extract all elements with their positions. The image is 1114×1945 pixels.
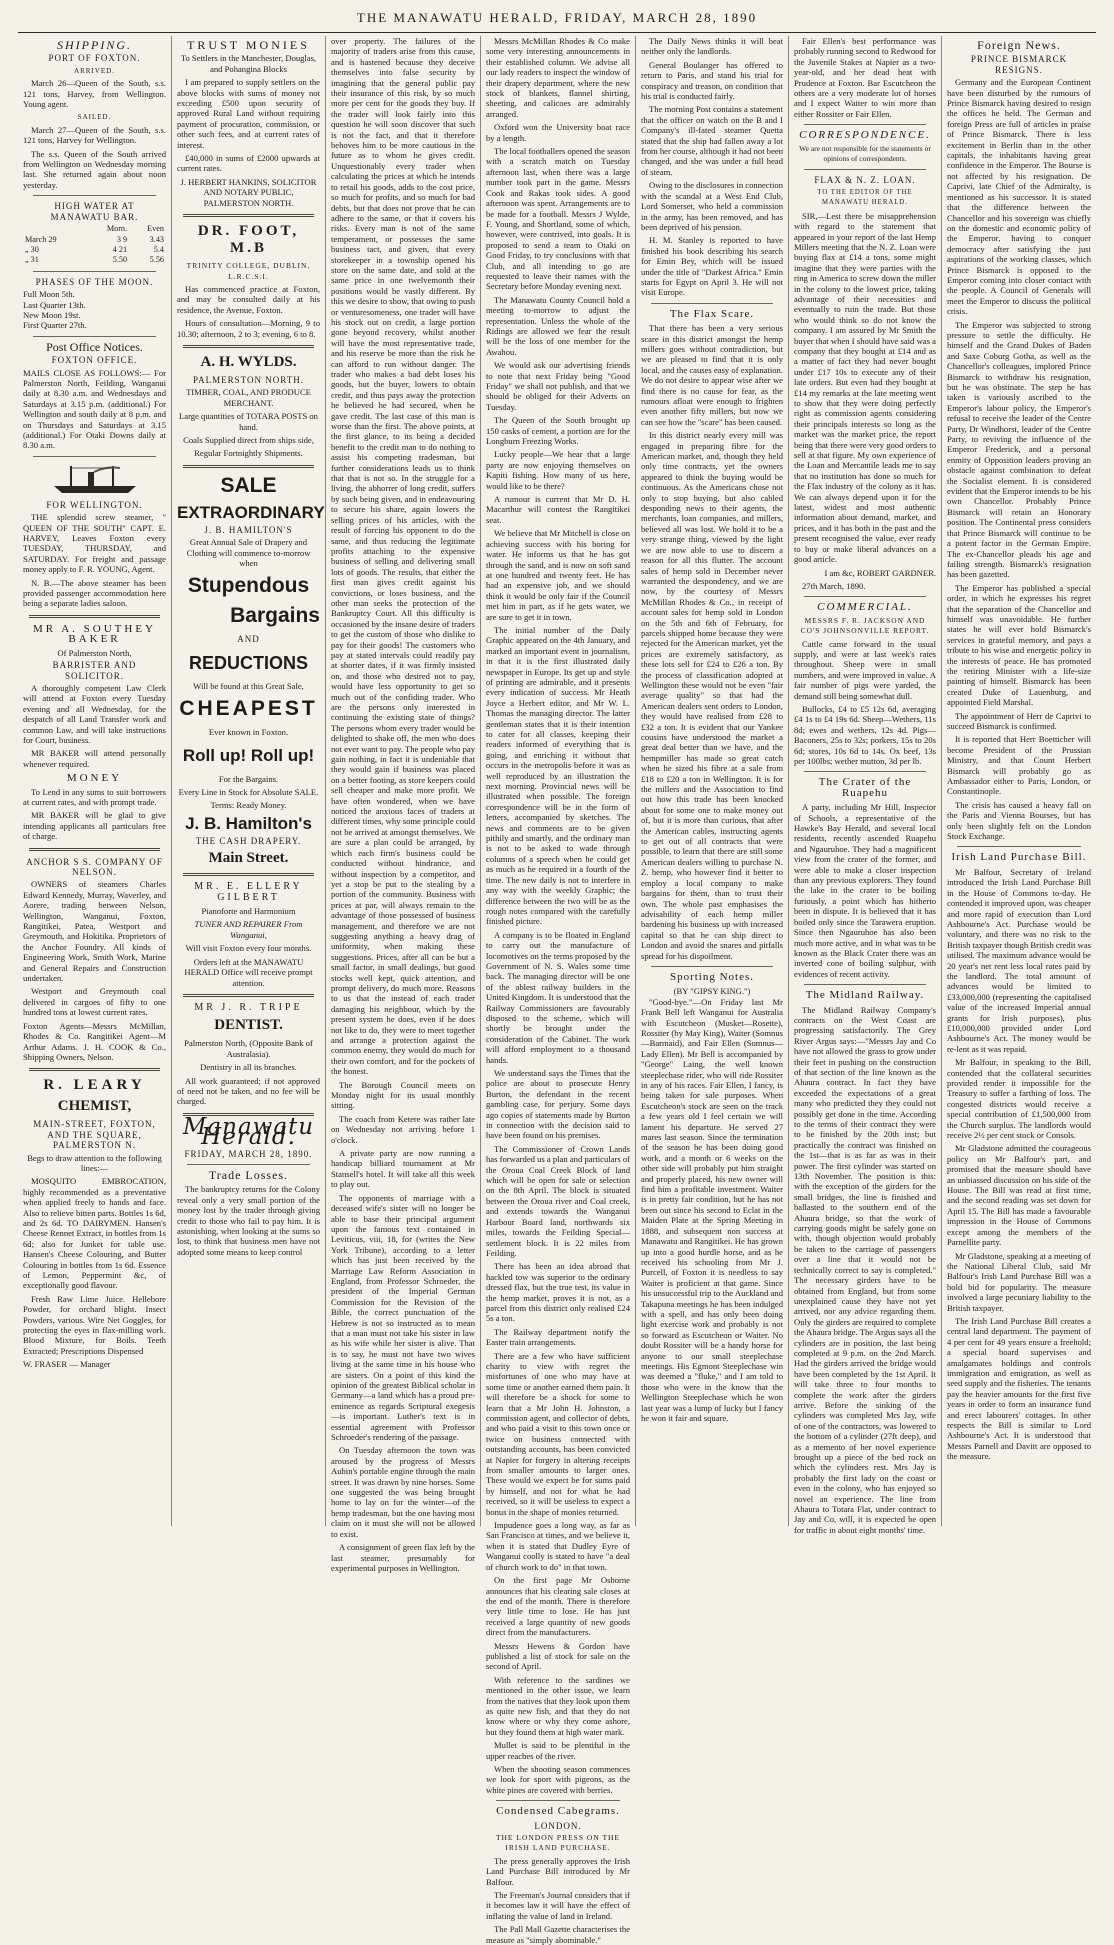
news-item: The Queen of the South brought up 150 casks of cement, a portion are for the Longburn Freezing Works.: [486, 415, 630, 447]
news-item: On Tuesday afternoon the town was aroused by the progress of Messrs Aubin's portable engine through the main street. It was drawn by nine horses. Some one suggested the was being brought home to lay on for the winter—of the hemp tradesman, but the one having most claim on it must she will not be allowed to exist.: [331, 1445, 475, 1539]
bismarck-heading: PRINCE BISMARCK RESIGNS.: [970, 54, 1068, 75]
money-heading: MONEY: [66, 772, 123, 785]
leary-address: MAIN-STREET, FOXTON, AND THE SQUARE, PALMERSTON N.: [33, 1119, 156, 1151]
gilbert-text: Will visit Foxton every four months.: [185, 943, 312, 954]
sale-text: Great Annual Sale of Drapery and Clothing will commence to-morrow when: [186, 537, 311, 568]
paper-date: FRIDAY, MARCH 28, 1890.: [184, 1148, 313, 1159]
sale-by: J. B. HAMILTON'S: [204, 524, 293, 535]
table-row: March 29 3 9 3.43: [25, 234, 164, 244]
baker-text-2: MR BAKER will attend personally whenever required.: [23, 748, 166, 769]
midland-text: The Midland Railway Company's contracts on the West Coast are progressing satisfactorily. The Grey River Argus says:—"Messrs Jay and Co have not allowed the grass to grow under their feet in pushing on the construction of that section of the line known as the Ahaura contract. In fact they have exceeded the expectations of a great many who predicted they they could not possibly get done in the time. According to the terms of their contract they were to be finished by the 20th inst; but practically the contract was finished on the 1st—that is as far as was in their power. The first cylinder was started on 13th November. The position is this: with the exception of the girders for the small bridges, the line is finished and ballasted to the southern end of the Ahaura bridge, so that the work of carrying goods might be safely gone on with, though objection would probably be taken to the carriage of passengers over a line that it would not be technically correct to say is completed." The necessary girders have to be obtained from England, but from some unexplained cause they have not yet arrived, nor any advice regarding them. Only the girders are required to complete the Ahaura bridge. The Argus says all the cylinders are in position, the last being completed at 9 p.m. on the 2nd March. Had the girders arrived the bridge would have been completed by the 1st April. It will take three to four months to complete the work after the girders arrive. Before the sinking of the cylinders was completed Mrs Jay, wife of one of the contractors, was lowered to the bottom of a cylinder (27ft deep), and as a memento of her novel experience brought up a piece of the bed rock on which the cylinders rest. Mrs Jay is probably the first lady on the coast or even in the colony, who has enjoyed so novel an experience. The line from Ahaura to Totara Flat, under contract to Jay and Co, will, it is expected be open for traffic in about eight months' time.: [794, 1004, 936, 1535]
flax-scare-text-2: In this district nearly every mill was engaged in preparing fibre for the American market, and, though they held only time contracts, yet the owners appeared to think the buying would be continuous. As the Americans chose not only to stop buying, but also cabled desponding news to their agents, the merchants, loan companies, and millers, believed all was lost. We hold it to be a very strange thing, viewed by the light we are now able to use to discern a reason for all this flutter. The account sales of hemp sold in December never warranted the despondency, and we are now, by the courtesy of Messrs McMillan Rhodes & Co., in receipt of account sales for hemp sold in London on the 5th and 6th of February, for parcels shipped home because they were rejected for the American market, yet the prices are extremely satisfactory, as these lots sell for £24 to £26 a ton. By the process of classification adopted at Wellington these would not be even "fair average quality" so that had the American dealers sent orders to London, they would have realised from £28 to £32 a ton. It is evident that our Yankee cousins have understood the market a great deal better than we have, and the hempmiller has made so great catch when he sized his fibre at a sale from £18 to £20 a ton in Wellington. It is for the millers and the Association to find out how this trade has been knocked about for some one to make money out of, but it is more than curious, that after the American cables, instructing agents to get out of all contracts that were possible, to learn that there are still some American dealers willing to purchase N. Z. hemp, who however find it better to employ a local company to make bargains for them, than to trust their own. The whole past emphasises the advisability of each hemp miller bardening his business up with increased capital so that he can ship direct to London and avoid the snares and pitfalls spread for his dispoilment.: [641, 430, 783, 961]
wylds-text: TIMBER, COAL, AND PRODUCE MERCHANT.: [186, 387, 311, 408]
news-item: The local footballers opened the season with a scratch match on Tuesday afternoon last, when there was a large number took part in the game. Messrs Cook and Rakas took sides. A good afternoon was spent. Arrangements are to be made for a football. Messrs J Wylde, F. Young, and Shortland, some of which, however, were contrived, into goals. It is proposed to send a team to Otaki on Good Friday, to try conclusions with that Club, and all intending to go are requested to leave their names with the Secretary before Monday evening next.: [486, 146, 630, 292]
news-item: General Boulanger has offered to return to Paris, and stand his trial for conspiracy and treason, on condition that his trial is conducted fairly.: [641, 59, 783, 102]
news-item: The coach from Ketere was rather late on Wednesday not arriving before 1 o'clock.: [331, 1113, 475, 1145]
news-item: Impudence goes a long way, as far as San Francisco at times, and we believe it, when it is stated that Dudley Eyre of Wanganui coolly is stated to have "a deal of church work to do" in that town.: [486, 1520, 630, 1572]
foot-heading: DR. FOOT, M.B: [197, 223, 300, 257]
moon-row: First Quarter 27th.: [23, 320, 87, 331]
trade-losses-heading: Trade Losses.: [208, 1167, 289, 1182]
leary-items-2: Fresh Raw Lime Juice. Hellebore Powder, for orchard blight. Insect Powders, various. Wire Net Goggles, for protecting the eyes in flax-milling work. Blood Mixture, for Boils. Teeth Extracted; Prescriptions Dispensed: [23, 1293, 166, 1356]
tide-heading: HIGH WATER AT MANAWATU BAR.: [50, 201, 139, 222]
post-office-sub: FOXTON OFFICE.: [51, 355, 138, 366]
news-item: There are a few who have sufficient charity to view with regret the misfortunes of one who may have at some time or another earned them pain. It will therefore be a shock for some to learn that a Mr John H. Johnston, a commission agent, and collector of debts, and who paid a visit to this town once or twice on business connected with outstanding accounts, has been convicted at Napier for forgery in altering receipts from smaller amounts to larger ones. These would we expect be for sums paid by himself, and not for what he had received, so it will be useless to expect a bonus in the shape of monies returned.: [486, 1350, 630, 1517]
flax-loan-to: TO THE EDITOR OF THE MANAWATU HERALD.: [817, 188, 913, 207]
anchor-text: OWNERS of steamers Charles Edward Kennedy, Murray, Waverley, and Aorere, trading between Nelson, Wellington, Wanganui, Foxton, Rangitikei, Patea, Westport and Greymouth, and Hokitika. Proprietors of the Anchor Foundry. All kinds of Engineering Work, Smith Work, Marine and General Repairs and Construction undertaken.: [23, 879, 166, 984]
news-item: A consignment of green flax left by the last steamer, presumably for experimental purposes in Wellington.: [331, 1542, 475, 1573]
wylds-text-3: Coals Supplied direct from ships side,: [183, 434, 314, 445]
cablegram-item: The Pall Mall Gazette characterises the measure as "simply abominable.": [486, 1924, 630, 1945]
column-2: [172, 36, 326, 1526]
sale-reductions: REDUCTIONS: [188, 652, 308, 673]
bismarck-text-3: The Emperor has published a special order, in which he expresses his regret that the separation of the Chancellor and himself was unavoidable. He further states he will ever hold Bismarck's services in grateful memory, and pays a tribute to his wise and energetic policy in the interests of peace. He has promoted the retiring Minister with a life-size painting of himself. Bismarck has been created Duke of Lauenburg, and appointed Field Marshal.: [947, 582, 1091, 708]
money-text-2: MR BAKER will be glad to give intending applicants all particulars free of charge.: [23, 810, 166, 842]
sale-found: Will be found at this Great Sale,: [193, 680, 304, 691]
sale-stupendous: Stupendous: [187, 574, 310, 598]
sale-every: Every Line in Stock for Absolute SALE.: [178, 787, 319, 798]
gilbert-text-2: Orders left at the MANAWATU HERALD Office will receive prompt attention.: [184, 956, 313, 988]
tripe-address: Palmerston North, (Opposite Bank of Australasia).: [184, 1038, 313, 1059]
leary-text: Begs to draw attention to the following lines:—: [27, 1152, 162, 1173]
midland-heading: The Midland Railway.: [805, 989, 925, 1002]
sailed-label: SAILED.: [77, 113, 112, 122]
news-item: Owing to the disclosures in connection with the scandal at a West End Club, Lord Somerset, who held a commission in the army, has been removed, and has been deprived of his pension.: [641, 180, 783, 232]
crater-text: A party, including Mr Hill, Inspector of Schools, a representative of the Hawke's Bay Herald, and several local residents, recently ascended Ruapehu and Ngauruhoe. They had a magnificent view from the crater of the former, and were able to make a closer inspection than any previous explorers. They found the lake in the crater to be boiling furiously, a point which has hitherto been in dispute. It is believed that it has boiled only since the Tarawera eruption. Since then Ngauruhoe has also been much more active, and in what was to be known as the Black Crater there was an inverted cone of boiling sulphur, with evidences of recent activity.: [794, 802, 936, 979]
tripe-heading: MR J. R. TRIPE: [194, 1001, 303, 1013]
flax-loan-date: 27th March, 1890.: [802, 580, 866, 591]
flax-loan-text: SIR,—Lest there be misapprehension with regard to the statement that appeared in your report of the last Hemp Millers meeting that the N. Z. Loan were buying flax at £14 a tons, some might imagine that they were parties with the ring in America to screw down the miller in the colony to the lowest price, taking advantage of their necessities and eventually to ruin the trade. But those who would think so do not know the company. I am assured by Mr Smith the buyer that when I should have said was a company that they bought at £14 and as a matter of fact they had never bought under £17 10s to execute any of their late orders. But even had they bought at £14 my remarks at the late meeting went to show that they were doing perfectly right as commission agents considering their principals interests so long as the market was the market price, the report being that there were very good orders to sell at that figure. My own experience of the Loan and Mercantile leads me to say that no institution has done so much for the Flax industry of the colony as it has. We can always depend upon it for the latest, widest and most authentic information about demand, market, and prices, and it has both in the past and the present recognised the value, ever ready to buy or make liberal advances on a good article.: [794, 210, 936, 565]
sporting-heading: Sporting Notes.: [669, 970, 755, 983]
flax-scare-text: That there has been a very serious scare in this district amongst the hemp millers goes without contradiction, but we are pleased to find that it is only local, and the causes easy of explanation. We do not desire to appear wise after we find there is no cause for fear, as the rumours afloat were enough to frighten even another fifty millers, but now we can see how the "scare" has been caused.: [641, 323, 783, 427]
port-heading: PORT OF FOXTON.: [48, 53, 141, 64]
news-item: The Borough Council meets on Monday night for its usual monthly sitting.: [331, 1079, 475, 1111]
sale-sign: J. B. Hamilton's: [185, 813, 312, 833]
baker-sub: Of Palmerston North,: [57, 647, 132, 658]
wellington-text: THE splendid screw steamer, " QUEEN OF THE SOUTH" CAPT. E. HARVEY, Leaves Foxton every TUESDAY, THURSDAY, and SATURDAY. For freight and passage money apply to F. R. YOUNG, Agent.: [23, 512, 166, 575]
column-6: [789, 36, 942, 1535]
commercial-text: Cattle came forward in the usual supply, and were at last week's rates throughout. Sheep were in small numbers, and were improved in value. A fair number of pigs were yarded, the demand still being somewhat dull.: [794, 638, 936, 701]
news-item: The Manawatu County Council hold a meeting to-morrow to adjust the representation. Unless the whole of the Ridings are allowed we fear the result will be the loss of one member for the Awahou.: [486, 294, 630, 357]
column-5: [636, 36, 789, 1526]
gilbert-sub: Pianoforte and Harmonium: [201, 906, 296, 917]
sale-heading: SALE: [220, 473, 277, 497]
trust-text-2: £40,000 in sums of £2000 upwards at current rates.: [177, 153, 320, 174]
wellington-note: N. B.—The above steamer has been provided passenger accommodation here being a separate ladies saloon.: [23, 577, 166, 609]
news-item: The Commissioner of Crown Lands has forwarded us a plan and particulars of the Oroua Coal Creek Block of land which will be open for sale or selection on the 8th April. The block is situated between the Oroua river and Coal creek, and extends towards the Wanganui Harbour Board land, northwards six miles, towards the Feilding Special—settlement block. It is 22 miles from Feilding.: [486, 1143, 630, 1258]
sailed-text: March 27—Queen of the South, s.s. 121 tons, Harvey for Wellington.: [23, 124, 166, 146]
flax-loan-heading: FLAX & N. Z. LOAN.: [814, 175, 916, 186]
news-item: Messrs Hewens & Gordon have published a list of stock for sale on the second of April.: [486, 1640, 630, 1672]
sporting-text-cont: Fair Ellen's best performance was probably running second to Redwood for the Juvenile Stakes at Napier as a two-year-old, and her dead heat with Prudence at Foxton. Bar Escutcheon the others are a very moderate lot of horses and I expect Waiter to win more than either Rossiter or Fair Ellen.: [794, 36, 936, 119]
cablegrams-sub: LONDON.: [534, 1820, 582, 1831]
cablegram-item: The press generally approves the Irish Land Purchase Bill introduced by Mr Balfour.: [486, 1855, 630, 1887]
crater-heading: The Crater of the Ruapehu: [818, 776, 912, 799]
paper-title: Manawatu Herald.: [182, 1113, 315, 1151]
arrived-label: ARRIVED.: [74, 66, 115, 75]
bismarck-text-4: The appointment of Herr de Caprivi to succeed Bismarck is confirmed.: [947, 710, 1091, 731]
moon-row: Full Moon 5th.: [23, 289, 75, 300]
irish-land-heading: Irish Land Purchase Bill.: [951, 851, 1087, 864]
foreign-news-heading: Foreign News.: [977, 38, 1061, 52]
sale-for: For the Bargains.: [218, 773, 279, 784]
bismarck-text-5: It is reported that Herr Boetticher will become President of the Prussian Ministry, and that Count Herbert Bismarck will probably go as Ambassador either to Paris, London, or Constantinople.: [947, 734, 1091, 797]
leary-sign: W. FRASER — Manager: [23, 1359, 111, 1370]
trust-heading: TRUST MONIES: [187, 38, 310, 52]
tripe-role: DENTIST.: [214, 1017, 283, 1034]
moon-row: Last Quarter 13th.: [23, 299, 86, 310]
news-item: A private party are now running a handicap billiard tournament at Mr Stansell's hotel. It will take all this week to play out.: [331, 1148, 475, 1190]
flax-scare-heading: The Flax Scare.: [669, 307, 755, 320]
baker-text: A thoroughly competent Law Clerk will attend at Foxton every Tuesday evening and all Wednesday, for the despatch of all Land Transfer work and common Law, and will take instructions for Court, business.: [23, 682, 166, 745]
anchor-heading: ANCHOR S S. COMPANY OF NELSON.: [26, 856, 163, 877]
gilbert-role: TUNER AND REPAIRER From Wanganui,: [194, 919, 303, 940]
news-item: H. M. Stanley is reported to have finished his book describing his search for Emin Bey, which will be issued under the title of "Darkest Africa." Emin starts for Egypt on April 3. He will not visit Europe.: [641, 235, 783, 298]
tripe-text-2: All work guaranteed; if not approved of need not be taken, and no fee will be charged.: [177, 1075, 320, 1107]
news-item: The morning Post contains a statement that the officer on watch on the B and I Company's ill-fated steamer Quetta stated that the ship had fallen away a lot from her course, although it had not been changed, and she was under a full head of steam.: [641, 104, 783, 177]
news-item: We understand says the Times that the police are about to prosecute Henry Burton, the defendant in the recent gambling case, for perjury. Some days ago copies of statements made by Burton in connection with the decision said to have been found on his premises.: [486, 1068, 630, 1141]
news-item: A rumour is current that Mr D. H. Macarthur will contest the Rangitikei seat.: [486, 494, 630, 525]
wylds-heading: A. H. WYLDS.: [200, 353, 297, 370]
news-item: The opponents of marriage with a deceased wife's sister will no longer be able to base their principal argument upon the famous text contained in Leviticus, viii, 18, for (writes the New York Tribune), according to a letter which has just been received by the Marriage Law Reform Association in England, from Professor Schroeder, the president of the Imperial German Commission for the Revision of the Bible, the correct punctuation of the Hebrew is not so instructed as to mean that a man must not take his sister in law as his wife while her sister is alive. That is to say, he must not have two wives living at the same time in his house who are sisters. On a point of this kind the opinion of the greatest Biblical scholar in Germany—a land which has a proud pre-eminence as regards Scriptural exegesis—is important. Luther's text is in essential agreement with Professor Schroeder's rendering of the passage.: [331, 1192, 475, 1443]
news-item: The Daily News thinks it will beat neither only the landlords.: [641, 36, 783, 57]
foot-hours: Hours of consultation—Morning, 9 to 10.30; afternoon, 2 to 3; evening, 6 to 8.: [177, 318, 320, 339]
money-text: To Lend in any sums to suit borrowers at current rates, and with prompt trade.: [23, 786, 166, 807]
news-item: When the shooting season commences we look for sport with pigeons, as the white pines are covered with berries.: [486, 1764, 630, 1795]
commercial-heading: COMMERCIAL.: [817, 601, 913, 614]
anchor-agents: Foxton Agents—Messrs McMillan, Rhodes & Co. Rangitikei Agent—M Arthur Adams. J. H. COOK & Co., Shipping Owners, Nelson.: [23, 1020, 166, 1062]
commercial-text-2: Bullocks, £4 to £5 12s 6d, averaging £4 1s to £4 19s 6d. Sheep—Wethers, 11s 8d; ewes and wethers, 12s 4d. Pigs—Baconers, 25s to 32s; porkers, 15s to 20s 6d; stores, 10s 6d to 14s. Ox beef, 13s per 100lbs; wether mutton, 3d per lb.: [794, 703, 936, 766]
column-3: [326, 36, 481, 1573]
irish-land-text-3: Mr Gladstone admitted the courageous policy on Mr Balfour's part, and promised that the measure should have an unbiassed discussion on his side of the House. The Bill was read at first time, and the second reading was set down for April 15. The Bill has made a favourable impression in the House of Commons except among the members of the Parnellite party.: [947, 1143, 1091, 1248]
sale-sign-sub: THE CASH DRAPERY.: [195, 835, 302, 846]
column-4: [481, 36, 636, 1945]
baker-heading: MR A. SOUTHEY BAKER: [32, 622, 157, 646]
column-1: [18, 36, 172, 1526]
irish-land-text-2: Mr Balfour, in speaking to the Bill, contended that the collateral securities provided render it impossible for the Treasury to suffer a farthing of loss. The congested districts would receive a special contribution of £1,500,000 from the Church surplus. The landlords would receive 2½ per cent stock or Consols.: [947, 1057, 1091, 1141]
sale-terms: Terms: Ready Money.: [210, 800, 287, 811]
cablegram-item: The Freeman's Journal considers that if it becomes law it will have the effect of inflating the value of land in Ireland.: [486, 1890, 630, 1921]
news-item: Messrs McMillan Rhodes & Co make some very interesting announcements in their established column. We advise all our lady readers to inspect the window of their drapery department, where the new stock of blankets, flannel shirting, sheeting, and calicoes are admirably arranged.: [486, 36, 630, 119]
correspondence-note: We are not responsible for the statements or opinions of correspondents.: [799, 143, 931, 164]
cablegrams-sub-2: THE LONDON PRESS ON THE IRISH LAND PURCHASE.: [495, 1833, 621, 1853]
sale-cheapest: CHEAPEST: [179, 697, 318, 721]
arrived-text: March 26—Queen of the South, s.s. 121 tons, Harvey, from Wellington. Young agent.: [23, 78, 166, 110]
gilbert-heading: MR. E. ELLERY GILBERT: [194, 881, 303, 903]
sale-roll-up: Roll up! Roll up!: [182, 745, 315, 765]
baker-role: BARRISTER AND SOLICITOR.: [52, 660, 137, 681]
news-item: Oxford won the University boat race by a length.: [486, 122, 630, 143]
trust-text: I am prepared to supply settlers on the above blocks with sums of money not exceeding £500 upon security of approved Rural Land without requiring payment of procuration, commission, or other such fees, and at current rates of interest.: [177, 77, 320, 150]
sporting-text: "Good-bye."—On Friday last Mr Frank Bell left Wanganui for Australia with Escutcheon (Musket—Rosette), Rossiter (by May King), Waiter (Somnus—Barmaid), and Fair Ellen (Somnus—Lady Ellen). Mr Bell is accompanied by "George" Laing, the well known steeplechase rider, who will ride Rossiter in any of his races. Fair Ellen, I fancy, is being taken for sale purposes. When Escutcheon's stock are seen on the track a few years old I feel certain we will lament his departure. He served 27 mares last season. Since the termination of the season he has been doing good work, and a month or 6 weeks on the other side will probably put him straight and properly placed, his new owner will find him a profitable investment. Waiter is in pretty fair condition, but he has not been out since his second to Eclat in the Maiden Plate at the Spring Meeting in 1888, and subsequent non success at Manawatu and Rangitikei. He has grown up into a good hurdle horse, and as he received his schooling from Mr J. Purcell, of Foxton it is needless to say Waiter is proficient at that game. Since his unsuccessful trip to the Auckland and Takapuna meetings he has been indulged with a spell, and has only been doing light exercise work and probably is not so forward as Escutcheon or Waiter. No doubt Rossiter will be a handy horse for anyone to our small steeplechase meetings. His Egmont Steeplechase win was deemed a "fluke," and I am told to those who were in the know that the Wellington Steeplechase which he won last year was a lump of lucky but I fancy he won it fair and square.: [641, 996, 783, 1423]
news-item: The initial number of the Daily Graphic appeared on the 4th January, and marked an important event in journalism, in that it is the first illustrated daily newspaper in Europe. Its get up and style of printing are admirable, and it presents every indication of success. Mr Heath Joyce a Herbert editor, and Mr W. L. Thomas the managing director. The latter gentleman states that it is their intention to cater for all classes, keeping their readers informed of everything that is going, and enriching it without that occurs in the metropolis before it was as well reproduced by an illustration the next morning. Provincial news will be illustrated when possible. The foreign correspondence will be in the form of letters, accompanied by sketches. The news and comments are to be given pithily and smartly, and the ordinary man is not to be asked to wade through columns of a speech when he could get as much as he required in a fourth of the time. The new daily is not to interfere in any way with the weekly Graphic; the difference between the two will be as the rough notes compared with the carefully finished picture.: [486, 624, 630, 927]
irish-land-text: Mr Balfour, Secretary of Ireland introduced the Irish Land Purchase Bill in the House of Commons to-day. He contended it improved upon, was cheaper and more rapid of execution than Lord Ashbourne's Act. Purchase would be voluntary, and there was no risk to the British taxpayer though British credit was utilised. The maximum advance would be 20 year's net rent less local rates paid by the landlord. The total amount of advances would be limited to £33,000,000 (representing the capitalised value of the increased Imperial annual grants for Irish purposes), plus £10,000,000 provided under Lord Ashbourne's Act. The money would be re-lent as it was repaid.: [947, 866, 1091, 1054]
news-item: Lucky people—We hear that a large party are now enjoying themselves on Kapiti fishing. How many of us here, would like to be there?: [486, 449, 630, 491]
trust-sub: To Settlers in the Manchester, Douglas, and Pohangina Blocks: [180, 53, 317, 74]
editorial-text: over property. The failures of the majority of traders arise from this cause, and is hastened because they deceive themselves into false security by imagining that the general public pay their insurance of this risk, by so much more per cent for the goods they buy. If the trader will look fairly into this question he will soon discover that such is not the fact, and that it therefore behoves him to be more cautious in the future as to whom he gives credit. Unquestionably every trader when calculating the prices at which he intends to retail his goods, adds to the cost price, so much for profits, and so much for bad debts, but that does not prove that he can adhere to the same, or that it covers his risks. Every man is not of the same temperament, or possesses the same business tact, and given, that every storekeeper in a township opened his store on the same date, and sold at the same price in one twelvemonth their positions would be vastly different. By this we desire to show, that owing to push or venturesomeness, one trader will have his stock out on credit, a large portion gone beyond recovery, whilst another will have the most representative trade, and his reserve be more than the risk he can afford to run without danger. The trader who makes a bad debt loses his goods, but the buyer, lowers to obtain credit, and thus pays away the protection he believed he had secured, when he gave credit. The last case of this man is worse than the first. The above points, at the first glance, to its being a decided benefit to the credit man to do nothing to assist his competing tradesman, but further considerations leads us to think that that is not so. In the struggle for a living, the abhorrer of long credit, suffers by such being given, and in endeavouring to secure his share, again lowers the selling prices of his articles, with the result of forcing his opponent to do the same, and thus reducing the legitimate profits attaching to the expensive business of selling and delivering small lots of goods. The results, that either the first man gives credit against his convictions, or loses business, and the other man seeks the protection of the Bankruptcy Court. All this difficulty is occasioned by the insane desire of traders to get the custom of those who dislike to pay for their goods! The customers who pay at stated intervals could readily pay at shorter dates, if it was firmly insisted on, and those who desired not to pay, would have less opportunity to get so much out of the confiding trader. Who are the persons only interested in continuing the existing state of things? The persons whom every trader would be delighted to shake off, the men who does not ever want to pay. The people who pay gain nothing, in fact it is undeniable that they would gain if business was placed on a better footing, as store keepers could sell cheaper and make more profit. We have often wondered, when we have noticed the anxious faces of traders at different times, why some principle could not be arrived at amongst themselves. We are sure a plan could be arranged, by which each firm's business could be conducted without hindrance, and without inspection by a competitor, and yet a stop be put to the stealing by a portion of the community. Business with prices at par, will always remain to the advantage of those possessed of business management, and therefore we are not suggesting anything a heavy drag of uniformity, when making these suggestions. Prices, after all can be but a small factor, in small dealings, but good stocks well kept, quick attention, and prompt delivery, do much more. Reasons to us that the instead of each trader damaging his neighbour, which by the present system he does, even if he does not like to do, they were to meet together and arrange a protection against the common enemy, they would do much for their own comfort, and for the pockets of the honest.: [331, 36, 475, 1077]
moon-heading: PHASES OF THE MOON.: [35, 276, 154, 287]
news-item: The Railway department notify the Easter train arrangements.: [486, 1326, 630, 1348]
correspondence-heading: CORRESPONDENCE.: [799, 129, 931, 142]
shipping-heading: SHIPPING.: [57, 38, 132, 52]
news-item: A company is to be floated in England to carry out the manufacture of locomotives on the terms proposed by the Government of N. S. Wales some time back. The managing director will be one of the ablest railway builders in the United Kingdom. It is understood that the Railway Commissioners are favourably disposed to the scheme, which will shortly be brought under the consideration of the Cabinet. The work will afford employment to a thousand hands.: [486, 929, 630, 1065]
news-item: We would ask our advertising friends to note that next Friday being "Good Friday" we shall not publish, and that we should be obliged for their Adverts on Tuesday.: [486, 360, 630, 412]
bismarck-text-2: The Emperor was subjected to strong pressure to settle the difficulty. He himself and the Grand Dukes of Baden and Saxe Coburg Gotha, as well as the Chancellor's colleagues, implored Prince Bismarck to withdraw his resignation, but he was obstinate. The step he has taken is variously ascribed to the Emperor's labour policy, the Emperor's refusal to receive the leader of the Centre Party, Dr Windhorst, leader of the Centre Party, to reviving the influence of the Emperor Frederick, and a personal enmity of Opposition leaders proving an obstacle against combination to defeat the Socialist element. It is considered evident that the Emperor intends to be his own Chancellor. Probably Prince Bismarck will retain an Honorary position. The Continental press considers that Prince Bismarck will continue to be a potent factor in the German Empire. The ex-Chancellor pleads his age and failing strength. Bismarck's resignation has been gazetted.: [947, 319, 1091, 580]
leary-heading: R. LEARY: [43, 1077, 146, 1094]
tide-table: Morn. Even March 29 3 9 3.43 „ 30 4 21 5.4 „ 31 5.50 5.56: [25, 224, 164, 265]
trust-sign: J. HERBERT HANKINS, SOLICITOR AND NOTARY PUBLIC, PALMERSTON NORTH.: [180, 176, 317, 208]
cablegrams-heading: Condensed Cabegrams.: [496, 1805, 620, 1818]
sale-bargains: Bargains: [230, 604, 320, 628]
masthead: THE MANAWATU HERALD, FRIDAY, MARCH 28, 1890: [18, 10, 1096, 33]
sale-and: AND: [237, 634, 260, 645]
table-row: „ 30 4 21 5.4: [25, 244, 164, 254]
trade-losses-text: The bankruptcy returns for the Colony reveal only a very small portion of the money lost by the trader through giving credit to those who fail to pay him. It is astonishing, when looking at the sums so lost, to think that business men have not adopted some means to keep control: [177, 1184, 320, 1257]
bismarck-text-6: The crisis has caused a heavy fall on the Paris and Vienna Bourses, but has only been slightly felt on the London Stock Exchange.: [947, 799, 1091, 842]
irish-land-text-4: Mr Gladstone, speaking at a meeting of the National Liberal Club, said Mr Balfour's Irish Land Purchase Bill was a bold bid for popularity. The measure involved a large pecuniary liability to the British taxpayer.: [947, 1250, 1091, 1313]
wylds-sub: PALMERSTON NORTH.: [193, 374, 304, 385]
commercial-sub: MESSRS F. R. JACKSON AND CO'S JOHNSONVILLE REPORT.: [800, 615, 930, 636]
irish-land-text-5: The Irish Land Purchase Bill creates a central land department. The payment of 4 per cent for 49 years ensure a freehold; a special board supervises and amalgamates holdings and controls immigration and emigration, as well as seed supply and the fisheries. The tenants pay the heavier amounts for the first five years in order to form an insurance fund and erect labourers' cottages. In other respects the Bill is similar to Lord Ashbourne's Act. It is understood that Messrs Parnell and Davitt are opposed to the measure.: [947, 1315, 1091, 1462]
anchor-text-2: Westport and Greymouth coal delivered in cargoes of fifty to one hundred tons at lowest current rates.: [23, 986, 166, 1018]
moon-row: New Moon 19st.: [23, 309, 81, 320]
table-row: „ 31 5.50 5.56: [25, 255, 164, 265]
news-item: There has been an idea abroad that hackled tow was superior to the ordinary dressed flax, but the true test, its value in the hemp market, proves it is not, as a parcel from this district only realised £24 5s a ton.: [486, 1261, 630, 1324]
sporting-byline: (BY "GIPSY KING."): [673, 986, 751, 997]
sale-ever: Ever known in Foxton.: [208, 727, 289, 738]
news-item: On the first page Mr Osborne announces that his clearing sale closes at the end of the month. There is therefore very little time to lose. He has just received a large quantity of new goods direct from the manufacturers.: [486, 1575, 630, 1638]
wylds-text-2: Large quantities of TOTARA POSTS on hand.: [179, 411, 318, 432]
foot-text: Has commenced practice at Foxton, and may be consulted daily at his residence, the Avenue, Foxton.: [177, 283, 320, 315]
news-item: With reference to the sardines we mentioned in the other issue, we learn from the natives that they look upon them as quite new fish, and that they do not know where or why they come ashore, but they found them at high water mark.: [486, 1674, 630, 1737]
wellington-heading: FOR WELLINGTON.: [46, 499, 143, 510]
tripe-text: Dentistry in all its branches.: [200, 1062, 297, 1073]
column-7: [942, 36, 1096, 1526]
sale-extraordinary: EXTRAORDINARY: [177, 502, 325, 522]
leary-sub: CHEMIST,: [57, 1098, 132, 1115]
post-office-heading: Post Office Notices.: [46, 339, 143, 354]
foot-sub: TRINITY COLLEGE, DUBLIN, L.R.C.S.I.: [186, 261, 311, 281]
leary-items: MOSQUITO EMBROCATION, highly recommended as a preventative when applied freely to hands and face. Also to relieve bitten parts. Bottles 1s 6d, and 2s 6d. TO DAIRYMEN. Hansen's Cheese Rennet Extract, in bottles from 1s 6d; also for Junket for table use. Hansen's Cheese Colouring, and Butter Colouring in bottles from 1s 6d. Essence of Lemon, Peppermint &c, of exceptionally good flavour.: [23, 1176, 166, 1291]
bismarck-text: Germany and the European Continent have been disturbed by the rumours of Prince Bismarck having desired to resign the offices he held. The German and foreign Press are full of articles in praise of Prince Bismarck. There is less excitement in Berlin than in the other capitals, the inhabitants having great confidence in the Emperor. The Bourse is not affected by his resignation. De Caprivi, late Chief of the Admiralty, is mentioned as his successor. It is stated that the difference between the Chancellor and his sovereign was chiefly on the domestic and economic policy of the Emperor, having to conquer democracy after satisfying the just aspirations of the working classes, which Prince Bismarck is opposed to the Emperor coming into closer contact with the people. A Council of Generals will meet the Emperor to discuss the political crisis.: [947, 77, 1091, 317]
steamship-icon: [50, 462, 140, 496]
flax-loan-sign: I am &c, ROBERT GARDNER.: [824, 567, 936, 578]
post-office-text: MAILS CLOSE AS FOLLOWS:— For Palmerston North, Feilding, Wanganui daily at 8.30 a.m. and Wednesdays and Saturdays at 3.15 p.m. (additional.) For Wellington and south daily at 8 p.m. and on Thursdays and Saturdays at 3.15 (additional.) For Otaki Downs daily at 8.30 a.m.: [23, 367, 166, 451]
news-item: Mullet is said to be plentiful in the upper reaches of the river.: [486, 1740, 630, 1761]
sale-street: Main Street.: [208, 850, 289, 867]
ss-note: The s.s. Queen of the South arrived from Wellington on Wednesday morning last. She returned again about noon yesterday.: [23, 148, 166, 190]
news-item: We believe that Mr Mitchell is close on achieving success with his boring for water. He informs us that he has got through the sand, and is now on soft sand at one hundred and twenty feet. He has had an expensive job, and we should think it would be only fair if the Council met him in part, as if he gets water, we are sure to get it in town.: [486, 528, 630, 622]
wylds-text-4: Regular Fortnightly Shipments.: [194, 448, 303, 459]
